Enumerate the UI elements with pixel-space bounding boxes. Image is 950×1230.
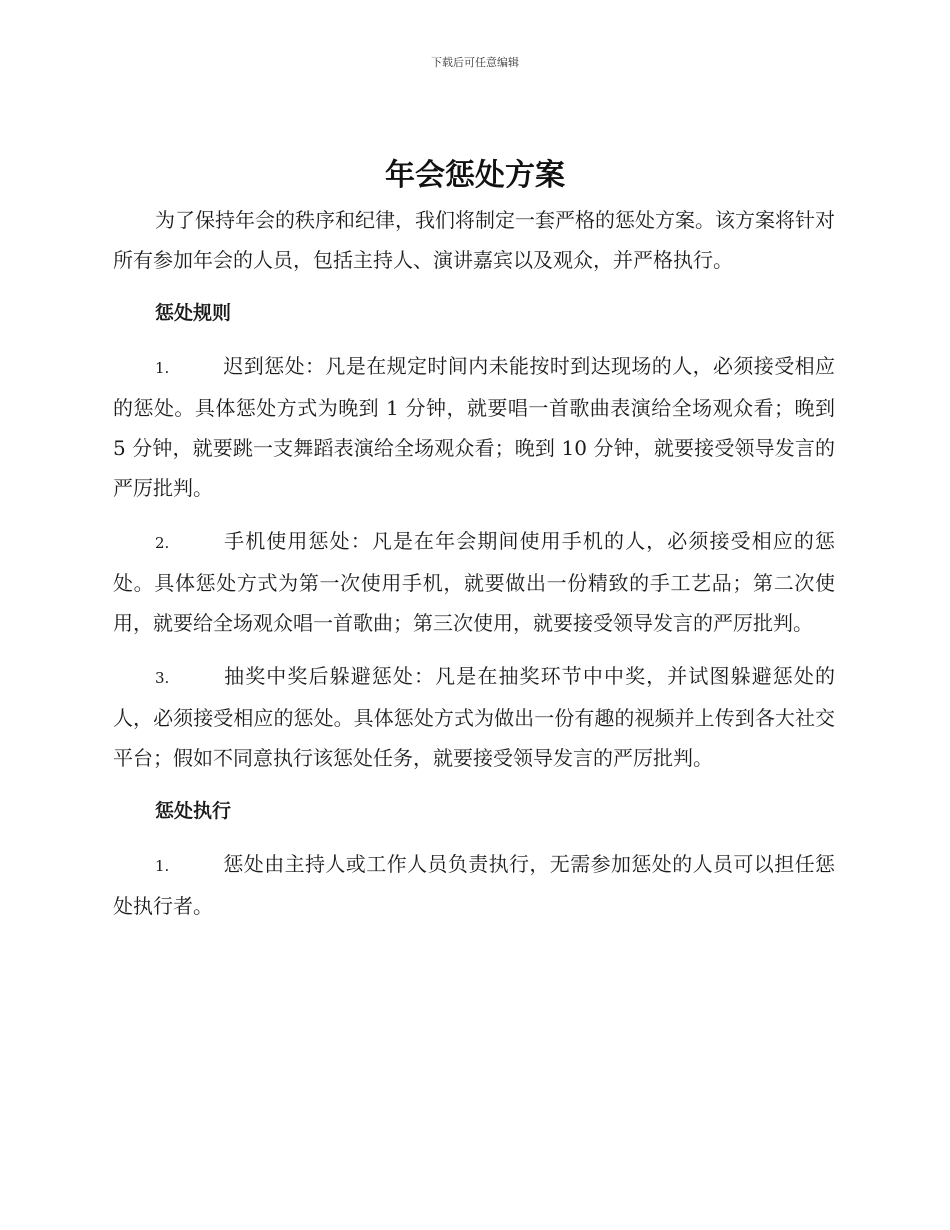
document-body bbox=[113, 200, 835, 939]
execution-text: 惩处由主持人或工作人员负责执行，无需参加惩处的人员可以担任惩处执行者。 bbox=[113, 852, 835, 918]
list-number: 1. bbox=[155, 857, 170, 875]
intro-paragraph: 为了保持年会的秩序和纪律，我们将制定一套严格的惩处方案。该方案将针对所有参加年会的人员，包括主持人、演讲嘉宾以及观众，并严格执行。 bbox=[113, 208, 835, 272]
rule-item-3 bbox=[113, 656, 835, 778]
page-header: 下载后可任意编辑 bbox=[431, 56, 519, 69]
rule-text: 抽奖中奖后躲避惩处：凡是在抽奖环节中中奖，并试图躲避惩处的人，必须接受相应的惩处。具体惩处方式为做出一份有趣的视频并上传到各大社交平台；假如不同意执行该惩处任务，就要接受领导发言的严厉批判。 bbox=[113, 664, 835, 770]
section-heading-rules: 惩处规则 bbox=[155, 302, 232, 324]
rule-text: 手机使用惩处：凡是在年会期间使用手机的人，必须接受相应的惩处。具体惩处方式为第一次使用手机，就要做出一份精致的手工艺品；第二次使用，就要给全场观众唱一首歌曲；第三次使用，就要接受领导发言的严厉批判。 bbox=[113, 529, 835, 635]
execution-item-1 bbox=[113, 844, 835, 926]
rule-item-2 bbox=[113, 521, 835, 643]
document-title: 年会惩处方案 bbox=[385, 158, 565, 193]
section-heading-execution: 惩处执行 bbox=[155, 800, 232, 822]
list-number: 1. bbox=[155, 359, 170, 377]
list-number: 2. bbox=[155, 534, 170, 552]
rule-text: 迟到惩处：凡是在规定时间内未能按时到达现场的人，必须接受相应的惩处。具体惩处方式为晚到 1 分钟，就要唱一首歌曲表演给全场观众看；晚到 5 分钟，就要跳一支舞蹈表演给全场观众看；晚到 10 分钟，就要接受领导发言的严厉批判。 bbox=[113, 354, 835, 500]
rule-item-1 bbox=[113, 346, 835, 508]
list-number: 3. bbox=[155, 669, 170, 687]
